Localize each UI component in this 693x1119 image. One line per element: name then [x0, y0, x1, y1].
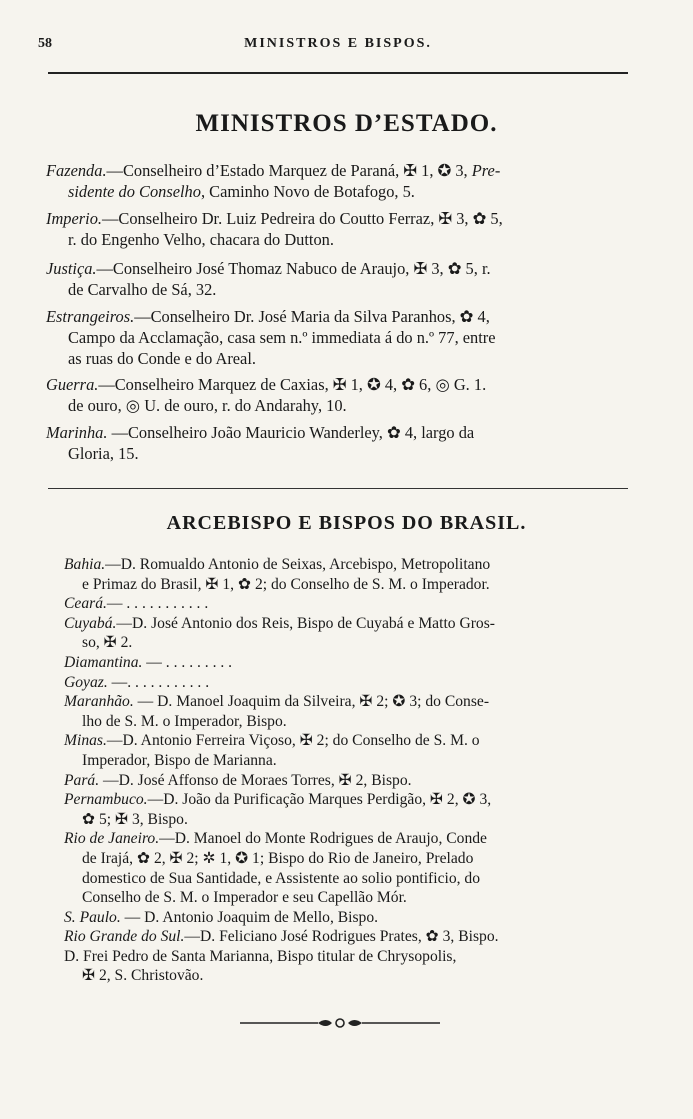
section-title-ministros: MINISTROS D’ESTADO.: [195, 110, 498, 137]
bishop-entry-pernambuco: Pernambuco.—D. João da Purificação Marques Perdigão, ✠ 2, ✪ 3, ✿ 5; ✠ 3, Bispo.: [64, 791, 492, 828]
running-header: [38, 36, 638, 56]
bishop-entry-goyaz: Goyaz. —. . . . . . . . . . .: [64, 673, 210, 691]
bishop-entry-sao-paulo: S. Paulo. — D. Antonio Joaquim de Mello, Bispo.: [64, 908, 379, 926]
entry-place: Estrangeiros.: [46, 307, 135, 326]
bishop-entry-maranhao: Maranhão. — D. Manoel Joaquim da Silveira, ✠ 2; ✪ 3; do Conse- lho de S. M. o Imperador, Bispo.: [64, 693, 490, 730]
minister-entry-guerra: Guerra.—Conselheiro Marquez de Caxias, ✠ 1, ✪ 4, ✿ 6, ◎ G. 1. de ouro, ◎ U. de ouro, r. do Andarahy, 10.: [46, 375, 487, 415]
entry-place: Guerra.: [46, 375, 99, 394]
entry-place: Justiça.: [46, 259, 97, 278]
minister-entry-estrangeiros: Estrangeiros.—Conselheiro Dr. José Maria da Silva Paranhos, ✿ 4, Campo da Acclamação, casa sem n.º immediata á do n.º 77, entre as ruas do Conde e do Areal.: [46, 307, 496, 368]
entry-place: Imperio.: [46, 209, 102, 228]
minister-entry-justica: Justiça.—Conselheiro José Thomaz Nabuco de Araujo, ✠ 3, ✿ 5, r. de Carvalho de Sá, 32.: [46, 259, 491, 299]
minister-entry-fazenda: Fazenda.—Conselheiro d’Estado Marquez de Paraná, ✠ 1, ✪ 3, Pre- sidente do Conselho, Caminho Novo de Botafogo, 5.: [46, 161, 501, 201]
running-title: MINISTROS E BISPOS.: [244, 36, 432, 51]
bishop-entry-rio-grande-do-sul: Rio Grande do Sul.—D. Feliciano José Rodrigues Prates, ✿ 3, Bispo.: [64, 928, 499, 946]
bishop-entry-ceara: Ceará.— . . . . . . . . . . .: [64, 595, 209, 613]
entry-place: Marinha.: [46, 423, 108, 442]
bishop-entry-para: Pará. —D. José Affonso de Moraes Torres, ✠ 2, Bispo.: [64, 771, 412, 789]
page-number: 58: [38, 36, 52, 51]
header-rule: [48, 72, 628, 74]
bishop-entry-minas: Minas.—D. Antonio Ferreira Viçoso, ✠ 2; do Conselho de S. M. o Imperador, Bispo de Marianna.: [64, 732, 480, 769]
bishop-entry-bahia: Bahia.—D. Romualdo Antonio de Seixas, Arcebispo, Metropolitano e Primaz do Brasil, ✠ 1, ✿ 2; do Conselho de S. M. o Imperador.: [64, 556, 491, 593]
ornament-divider: [240, 1016, 440, 1030]
bishop-entry-frei-pedro: D. Frei Pedro de Santa Marianna, Bispo titular de Chrysopolis, ✠ 2, S. Christovão.: [64, 947, 457, 985]
bishops-list: [64, 555, 634, 986]
bishop-entry-diamantina: Diamantina. — . . . . . . . . .: [64, 653, 233, 671]
ornament-flourish-icon: [240, 1016, 440, 1030]
section-divider: [48, 488, 628, 489]
bishop-entry-cuyaba: Cuyabá.—D. José Antonio dos Reis, Bispo de Cuyabá e Matto Gros- so, ✠ 2.: [64, 614, 495, 652]
section-title-bispos: ARCEBISPO E BISPOS DO BRASIL.: [166, 512, 527, 534]
entry-place: Fazenda.: [46, 161, 107, 180]
bishop-entry-rio-de-janeiro: Rio de Janeiro.—D. Manoel do Monte Rodrigues de Araujo, Conde de Irajá, ✿ 2, ✠ 2; ✲ 1, ✪ 1; Bispo do Rio de Janeiro, Prelado domestico de Sua Santidade, e Assistente ao solio pontificio, do Conselho de S. M. o Imperador e seu Capellão Mór.: [64, 830, 487, 907]
minister-entry-imperio: Imperio.—Conselheiro Dr. Luiz Pedreira do Coutto Ferraz, ✠ 3, ✿ 5, r. do Engenho Velho, chacara do Dutton.: [46, 209, 503, 249]
minister-entry-marinha: Marinha. —Conselheiro João Mauricio Wanderley, ✿ 4, largo da Gloria, 15.: [46, 423, 475, 463]
